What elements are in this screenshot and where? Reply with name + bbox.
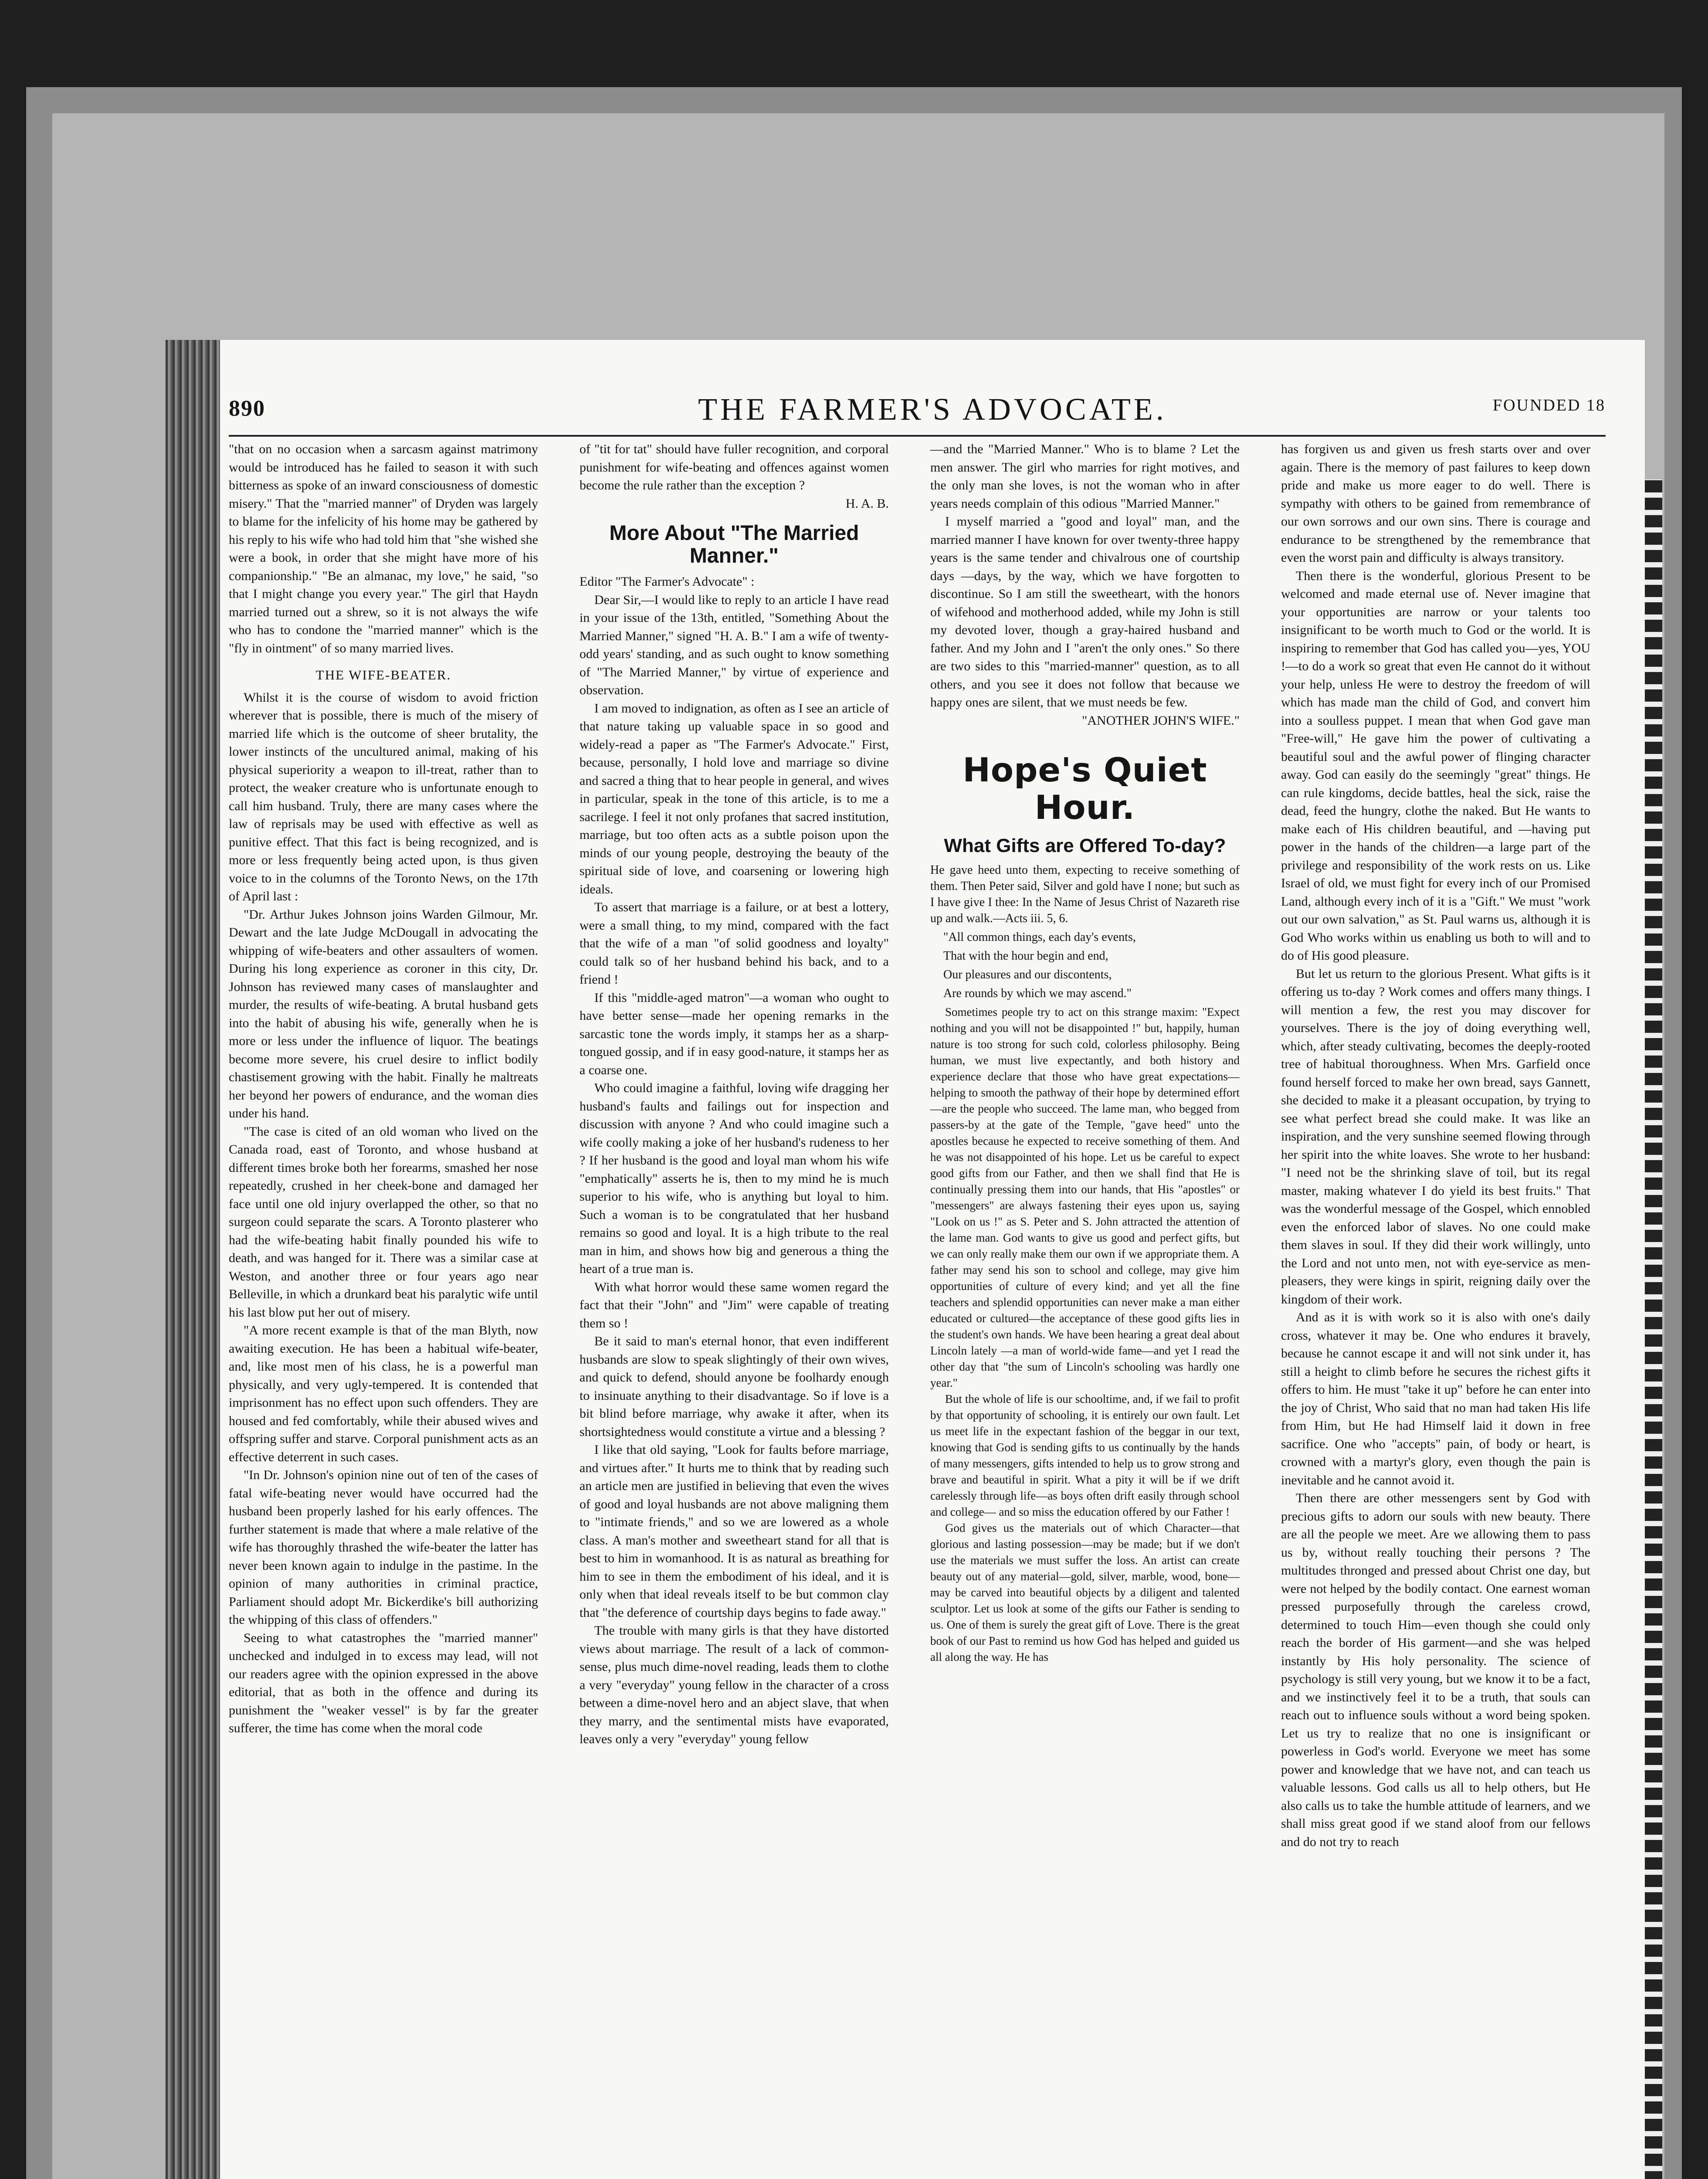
quoted-paragraph: "In Dr. Johnson's opinion nine out of ten of the cases of fatal wife-beating never would have occurred had the husband been properly lashed for his early offences. The further statement is made that where a male relative of the wife has thoroughly thrashed the wife-beater the latter has never been known again to indulge in the pastime. In the opinion of many authorities in criminal practice, Parliament should adopt Mr. Bickerdike's bill authorizing the whipping of this class of offenders." [229, 1468, 538, 1627]
paragraph: The trouble with many girls is that they have distorted views about marriage. The result of a lack of common-sense, plus much dime-novel reading, leads them to clothe a very "everyday" young fellow in the character of a cross between a dime-novel hero and an abject slave, that when they marry, and the sentimental mists have evaporated, leaves only a very "everyday" young fellow [580, 1623, 889, 1746]
page-header [220, 391, 1645, 426]
paragraph: Dear Sir,—I would like to reply to an article I have read in your issue of the 13th, entitled, "Something About the Married Manner," signed "H. A. B." I am a wife of twenty-odd years' standing, and as such ought to know something of "The Married Manner," by virtue of experience and observation. [580, 592, 889, 697]
paragraph: With what horror would these same women regard the fact that their "John" and "Jim" were capable of treating them so ! [580, 1280, 889, 1330]
column-3 [930, 440, 1240, 2179]
paragraph: Sometimes people try to act on this strange maxim: "Expect nothing and you will not be disappointed !" but, happily, human nature is too strong for such cold, colorless philosophy. Being human, we must live expectantly, and both history and experience declare that those who have great expectations—helping to smooth the pathway of their hope by determined effort—are the people who succeed. The lame man, who begged from passers-by at the gate of the Temple, "gave heed" unto the apostles because he expected to receive something of them. And he was not disappointed of his hope. Let us be careful to expect good gifts from our Father, and then we shall find that He is continually pressing them into our hands, that His "apostles" or "messengers" are always fastening their eyes upon us, saying "Look on us !" as S. Peter and S. John attracted the attention of the lame man. God wants to give us good and perfect gifts, but we can only really make them our own if we appropriate them. A father may send his son to school and college, may give him opportunities of culture of every kind; and yet all the fine teachers and splendid opportunities can never make a man either educated or cultured—the acceptance of these good gifts lies in the student's own hands. We have been hearing a great deal about Lincoln lately —a man of world-wide fame—and yet I read the other day that "the sum of Lincoln's schooling was hardly one year." [930, 1005, 1240, 1389]
paragraph: But let us return to the glorious Present. What gifts is it offering us to-day ? Work comes and offers many things. I will mention a few, the rest you may discover for yourselves. There is the joy of doing everything well, which, after steady cultivating, becomes the deeply-rooted tree of habitual thoroughness. When Mrs. Garfield once found herself forced to make her own bread, says Gannett, she decided to make it a pleasant occupation, by trying to see what perfect bread she could make. It was like an inspiration, and the very sunshine seemed flowing through her spirit into the white loaves. She wrote to her husband: "I need not be the shrinking slave of toil, but its regal master, making whatever I do yield its best fruits." That was the wonderful message of the Gospel, which ennobled even the enforced labor of slaves. No one could make them slaves in soul. If they did their work willingly, unto the Lord and not unto men, not with eye-service as men-pleasers, they were kings in spirit, reigning daily over the kingdom of their work. [1281, 966, 1590, 1307]
paragraph: Seeing to what catastrophes the "married manner" unchecked and indulged in to excess may lead, will not our readers agree with the opinion expressed in the above editorial, that as both in the offence and during its punishment the "weaker vessel" is by far the greater sufferer, the time has come when the moral code [229, 1630, 538, 1735]
column-1 [229, 440, 538, 2179]
signature: H. A. B. [845, 496, 889, 511]
column-4 [1281, 440, 1590, 2179]
paragraph: has forgiven us and given us fresh starts over and over again. There is the memory of past failures to keep down pride and make us more eager to do well. There is sympathy with others to be gained from remembrance of our own sorrows and our own sins. There is courage and endurance to be strengthened by the remembrance that even the worst pain and difficulty is always transitory. [1281, 442, 1590, 565]
paragraph: Whilst it is the course of wisdom to avoid friction wherever that is possible, there is much of the misery of married life which is the outcome of sheer brutality, the lower instincts of the uncultured animal, making of his physical superiority a weapon to ill-treat, rather than to protect, the weaker creature who is unfortunate enough to call him husband. Truly, there are many cases where the law of reprisals may be used with effective as well as punitive effect. That this fact is being recognized, and is more or less frequently being acted upon, is thus given voice to in the columns of the Toronto News, on the 17th of April last : [229, 690, 538, 903]
section-heading: THE WIFE-BEATER. [315, 667, 451, 682]
paragraph: Who could imagine a faithful, loving wife dragging her husband's faults and failings out for inspection and discussion with anyone ? And who could imagine such a wife coolly making a joke of her husband's rudeness to her ? If her husband is the good and loyal man whom his wife "emphatically" asserts he is, then to my mind he is much superior to his wife, who is anything but loyal to him. Such a woman is to be congratulated that her husband remains so good and loyal. It is a high tribute to the real man in him, and shows how big and generous a thing the heart of a true man is. [580, 1081, 889, 1276]
paragraph: Be it said to man's eternal honor, that even indifferent husbands are slow to speak slightingly of their own wives, and quick to defend, should anyone be foolhardy enough to insinuate anything to their disadvantage. So if love is a bit blind before marriage, why awake it after, when its shortsightedness would constitute a virtue and a blessing ? [580, 1334, 889, 1439]
paragraph: And as it is with work so it is also with one's daily cross, whatever it may be. One who endures it bravely, because he cannot escape it and will not sink under it, has still a height to climb before he secures the richest gifts it offers to him. He must "take it up" before he can enter into the joy of Christ, Who said that no man had taken His life from Him, but He had Himself laid it down in free sacrifice. One who "accepts" pain, of body or heart, is crowned with a martyr's glory, even though the pain is inevitable and he cannot avoid it. [1281, 1310, 1590, 1487]
paragraph: To assert that marriage is a failure, or at best a lottery, were a small thing, to my mind, compared with the fact that the wife of a man "of solid goodness and loyalty" could talk so of her husband behind his back, and to a friend ! [580, 900, 889, 987]
paragraph: of "tit for tat" should have fuller recognition, and corporal punishment for wife-beating and offences against women become the rule rather than the exception ? [580, 442, 889, 492]
quoted-paragraph: "The case is cited of an old woman who lived on the Canada road, east of Toronto, and whose husband at different times broke both her forearms, smashed her nose repeatedly, crushed in her cheek-bone and damaged her face until one old injury overlapped the other, so that no surgeon could separate the scars. A Toronto plasterer who had the wife-beating habit finally pounded his wife to death, and was hanged for it. There was a similar case at Weston, and another three or four years ago near Belleville, in which a drunkard beat his paralytic wife until his last blow put her out of misery. [229, 1124, 538, 1320]
book-spine-page-edges [166, 340, 222, 2179]
verse-line: Our pleasures and our discontents, [943, 968, 1112, 981]
quoted-paragraph: "Dr. Arthur Jukes Johnson joins Warden Gilmour, Mr. Dewart and the late Judge McDougall in advocating the whipping of wife-beaters and other assaulters of women. During his long experience as coroner in this city, Dr. Johnson has reviewed many cases of manslaughter and murder, the results of wife-beating. A brutal husband gets into the habit of abusing his wife, generally when he is more or less under the influence of liquor. The beatings become more severe, his cruel desire to inflict bodily chastisement growing with the habit. Finally he maltreats her beyond her powers of endurance, and the woman dies under his hand. [229, 907, 538, 1120]
paragraph: But the whole of life is our schooltime, and, if we fail to profit by that opportunity of schooling, it is entirely our own fault. Let us meet life in the expectant fashion of the beggar in our text, knowing that God is sending gifts to us continually by the hands of many messengers, gifts intended to help us to grow strong and brave and beautiful in spirit. What a pity it will be if we drift carelessly through life—as boys often drift easily through school and college— and so miss the education offered by our Father ! [930, 1392, 1240, 1518]
paragraph: Then there are other messengers sent by God with precious gifts to adorn our souls with new beauty. There are all the people we meet. Are we allowing them to pass us by, without really touching their persons ? The multitudes thronged and pressed about Christ one day, but were not helped by the bodily contact. One earnest woman pressed purposefully through the careless crowd, determined to touch Him—even though she could only reach the border of His garment—and she was helped instantly by His holy personality. The science of psychology is still very young, but we know it to be a fact, and we instinctively feel it to be a truth, that souls can reach out to influence souls without a word being spoken. Let us try to realize that no one is insignificant or powerless in God's world. Everyone we meet has some power and knowledge that we have not, and can teach us valuable lessons. God calls us all to help others, but He also calls us to take the humble attitude of learners, and we shall miss great good if we stand aloof from our fellows and do not try to reach [1281, 1491, 1590, 1849]
paragraph: I am moved to indignation, as often as I see an article of that nature taking up valuable space in so good and widely-read a paper as "The Farmer's Advocate." First, because, personally, I hold love and marriage so divine and sacred a thing that to hear people in general, and wives in particular, speak in the tone of this article, is to me a sacrilege. I feel it not only profanes that sacred institution, marriage, but too often acts as a subtle poison upon the minds of our young people, destroying the beauty of the spiritual side of love, and coarsening or lowering high ideals. [580, 701, 889, 896]
article-heading: More About "The Married Manner." [609, 522, 859, 567]
newspaper-page [220, 340, 1645, 2179]
paragraph: I like that old saying, "Look for faults before marriage, and virtues after." It hurts me to think that by reading such an article men are justified in believing that even the wives of good and loyal husbands are not above maligning them to "intimate friends," and so we are lowered as a whole class. A man's mother and sweetheart stand for all that is best to him in womanhood. It is as natural as breathing for him to see in them the embodiment of his ideal, and it is only when that ideal reveals itself to be but common clay that "the deference of courtship days begins to fade away." [580, 1442, 889, 1620]
article-heading: What Gifts are Offered To-day? [944, 835, 1226, 856]
paragraph: —and the "Married Manner." Who is to blame ? Let the men answer. The girl who marries for right motives, and the only man she loves, is not the woman who in after years needs complain of this odious "Married Manner." [930, 442, 1240, 511]
editor-address: Editor "The Farmer's Advocate" : [580, 574, 755, 589]
section-title: Hope's Quiet Hour. [962, 750, 1207, 827]
column-2 [580, 440, 889, 2179]
paragraph: God gives us the materials out of which Character—that glorious and lasting possession—may be made; but if we don't use the materials we must suffer the loss. An artist can create beauty out of any material—gold, silver, marble, wood, bone—may be carved into beautiful objects by a diligent and talented sculptor. Let us look at some of the gifts our Father is sending to us. One of them is surely the great gift of Love. There is the great book of our Past to remind us how God has helped and guided us all along the way. He has [930, 1521, 1240, 1663]
paragraph: Then there is the wonderful, glorious Present to be welcomed and made eternal use of. Never imagine that your opportunities are narrow or your talents too insignificant to be worth much to God or the world. It is inspiring to remember that God has called you—yes, YOU !—to do a work so great that even He cannot do it without your help, unless He were to destroy the freedom of will which has made man the child of God, and convert him into a soulless puppet. I mean that when God gave man "Free-will," He gave him the power of cultivating a beautiful soul and the awful power of flinging character away. God can easily do the seemingly "great" things. He can rule kingdoms, decide battles, heal the sick, raise the dead, feed the hungry, clothe the naked. But He wants to make each of His children beautiful, and —having put power in the hands of the children—a large part of the privilege and responsibility of the work rests on us. Like Israel of old, we must fight for every inch of our Promised Land, although every inch of it is a "Gift." We must "work out our own salvation," as St. Paul warns us, although it is God Who works within us enabling us both to will and to do of His good pleasure. [1281, 568, 1590, 963]
paragraph: I myself married a "good and loyal" man, and the married manner I have known for over twenty-three happy years is the same tender and chivalrous one of courtship days —days, by the way, which we have forgotten to discontinue. So I am still the sweetheart, with the honors of wifehood and motherhood added, while my John is still my devoted lover, though a gray-haired husband and father. And my John and I "aren't the only ones." So there are two sides to this "married-manner" question, as to all others, and you see it does not follow that because we happy ones are silent, that we must needs be few. [930, 514, 1240, 709]
paragraph: "that on no occasion when a sarcasm against matrimony would be introduced has he failed to season it with such bitterness as spoke of an inward consciousness of domestic misery." That the "married manner" of Dryden was largely to blame for the infelicity of his home may be gathered by his reply to his wife who had told him that "she wished she were a book, in order that she might have more of his companionship." "Be an almanac, my love," he said, "so that I might change you every year." The girl that Haydn married turned out a shrew, so it is not always the wife who has to condone the "married manner" which is the "fly in ointment" of so many married lives. [229, 442, 538, 655]
signature: "ANOTHER JOHN'S WIFE." [1082, 713, 1240, 728]
verse-line: That with the hour begin and end, [943, 949, 1108, 963]
scripture-lead: He gave heed unto them, expecting to receive something of them. Then Peter said, Silver and gold have I none; but such as I have give I thee: In the Name of Jesus Christ of Nazareth rise up and walk.—Acts iii. 5, 6. [930, 863, 1240, 925]
verse-line: "All common things, each day's events, [943, 930, 1136, 944]
verse-line: Are rounds by which we may ascend." [943, 987, 1132, 1000]
page-number: 890 [229, 396, 265, 421]
header-rule [229, 435, 1606, 437]
quoted-paragraph: "A more recent example is that of the man Blyth, now awaiting execution. He has been a habitual wife-beater, and, like most men of his class, he is a powerful man physically, and very ugly-tempered. It is contended that imprisonment has no effect upon such offenders. They are housed and fed comfortably, while their abused wives and offspring suffer and starve. Corporal punishment acts as an effective deterrent in such cases. [229, 1323, 538, 1464]
page-edge-right [1645, 479, 1662, 2179]
paragraph: If this "middle-aged matron"—a woman who ought to have better sense—made her opening remarks in the sarcastic tone the words imply, it stamps her as a sharp-tongued gossip, and if in easy good-nature, it stamps her as a coarse one. [580, 990, 889, 1077]
founded-label: FOUNDED 18 [1492, 396, 1606, 414]
masthead-title: THE FARMER'S ADVOCATE. [698, 392, 1167, 427]
